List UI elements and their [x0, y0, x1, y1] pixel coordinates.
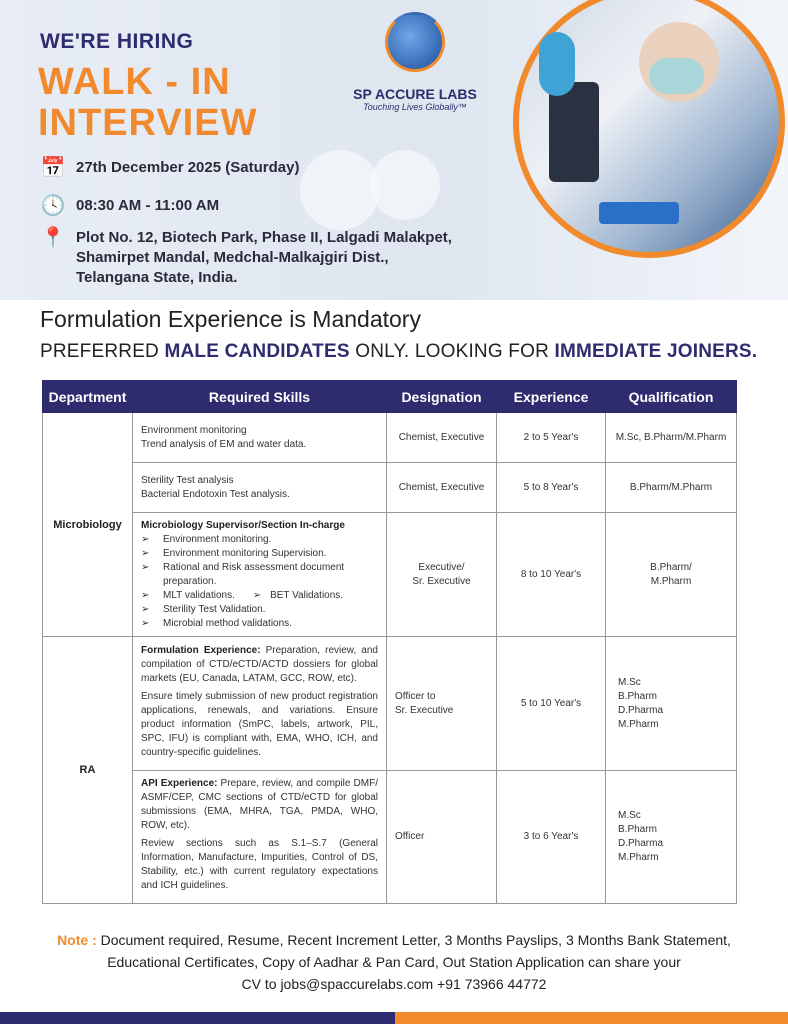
documents-note: Note : Document required, Resume, Recent Increment Letter, 3 Months Payslips, 3 Months Bank Statement, Educational Certificates, Copy of Aadhar & Pan Card, Out Station Application can share your CV to jobs@spaccurelabs.com +91 73966 44772 [57, 932, 731, 992]
table-row: RA Formulation Experience: Preparation, review, and compilation of CTD/eCTD/ACTD dossiers for global markets (EU, Canada, LATAM, GCC, ROW, etc). Ensure timely submission of new product registration applications, renewals, and variations. Ensure product information (SmPC, labels, artwork, PIL, SPC, IFU) is compliant with, EMA, WHO, ICH, and country-specific guidelines. Officer to Sr. Executive 5 to 10 Year's M.Sc B.Pharm D.Pharma M.Pharm [43, 637, 737, 771]
globe-icon [385, 12, 445, 72]
table-row: Microbiology Supervisor/Section In-charge ➢ Environment monitoring. ➢ Environment monitoring Supervision. ➢ Rational and Risk assessment document preparation. ➢ MLT validations. ➢ BET Validations. ➢ Sterility Test Validation. ➢ Microbial method validations. Executive/ Sr. Executive 8 to 10 Year's B.Pharm/ M.Pharm [43, 513, 737, 637]
department-cell: RA [43, 637, 133, 904]
walk-in-title: WALK - IN INTERVIEW [38, 61, 258, 144]
company-logo: SP ACCURE LABS Touching Lives Globally™ [350, 12, 480, 112]
clock-icon: 🕓 [40, 195, 66, 217]
calendar-icon: 📅 [40, 157, 66, 179]
table-header: Department Required Skills Designation Experience Qualification [43, 381, 737, 413]
department-cell: Microbiology [43, 413, 133, 637]
table-row: API Experience: Prepare, review, and compile DMF/ ASMF/CEP, CMC sections of CTD/eCTD for global submissions (EMA, MHRA, TGA, PMDA, WHO, ROW, etc). Review sections such as S.1–S.7 (General Information, Manufacture, Impurities, Control of DS, Stability, etc.) with current regulatory expectations and ICH guidelines. Officer 3 to 6 Year's M.Sc B.Pharm D.Pharma M.Pharm [43, 771, 737, 904]
footer-bar-navy [0, 1012, 395, 1024]
interview-address: 📍 Plot No. 12, Biotech Park, Phase II, Lalgadi Malakpet, Shamirpet Mandal, Medchal-Malkajgiri Dist., Telangana State, India. [40, 227, 452, 286]
location-pin-icon: 📍 [40, 227, 66, 249]
table-row: Microbiology Environment monitoring Trend analysis of EM and water data. Chemist, Executive 2 to 5 Year's M.Sc, B.Pharm/M.Pharm [43, 413, 737, 463]
table-row: Sterility Test analysis Bacterial Endotoxin Test analysis. Chemist, Executive 5 to 8 Year's B.Pharm/M.Pharm [43, 463, 737, 513]
interview-time: 🕓 08:30 AM - 11:00 AM [40, 196, 219, 222]
interview-date: 📅 27th December 2025 (Saturday) [40, 158, 299, 184]
footer-bar-orange [395, 1012, 788, 1024]
mandatory-requirement: Formulation Experience is Mandatory [40, 306, 421, 332]
preference-line: PREFERRED MALE CANDIDATES ONLY. LOOKING FOR IMMEDIATE JOINERS. [40, 341, 758, 362]
jobs-table [42, 380, 737, 904]
hiring-heading: WE'RE HIRING [40, 30, 194, 53]
